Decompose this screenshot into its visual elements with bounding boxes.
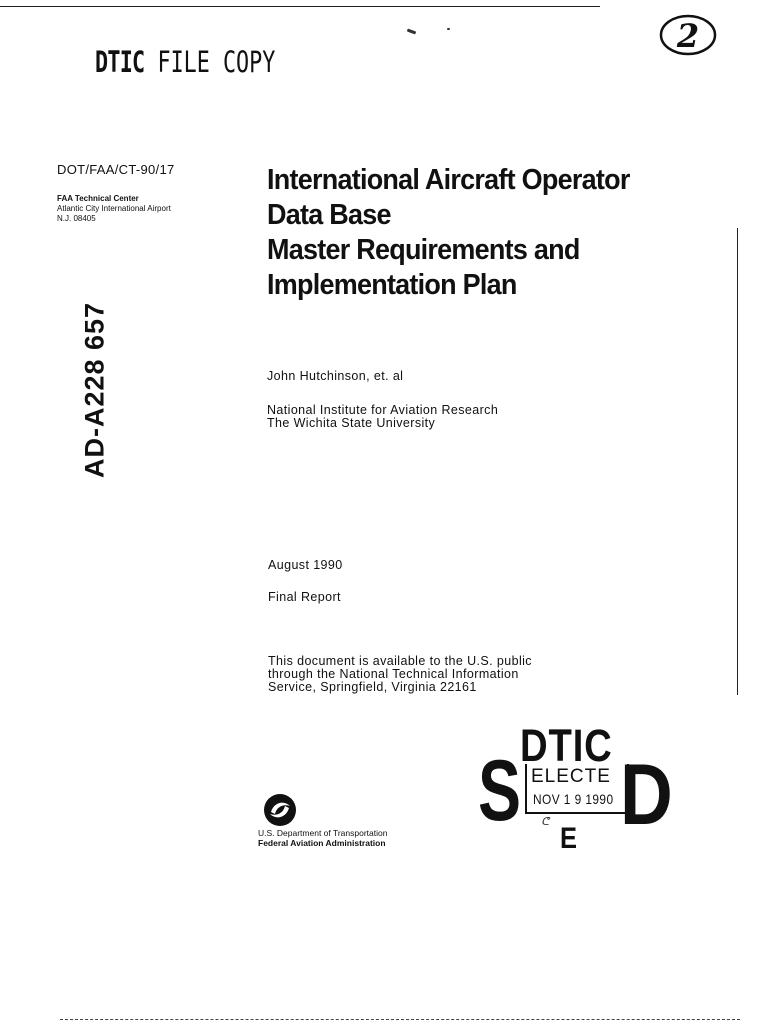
dtic-stamp-letter-e: E	[560, 822, 578, 855]
right-margin-line	[737, 228, 738, 695]
ad-accession-number: AD-A228 657	[79, 301, 110, 479]
availability-statement	[268, 655, 532, 694]
dtic-stamp-date: NOV 1 9 1990	[533, 791, 614, 807]
circled-number: 2	[676, 17, 700, 55]
title-line: Master Requirements and	[267, 234, 580, 266]
title-line: Data Base	[267, 199, 391, 231]
dtic-file-copy-stamp	[95, 45, 275, 79]
technical-center-block	[57, 194, 171, 224]
title-line: International Aircraft Operator	[267, 164, 630, 196]
top-rule	[0, 6, 600, 7]
title-line: Implementation Plan	[267, 269, 517, 301]
institution-line-2: The Wichita State University	[267, 416, 436, 430]
dtic-stamp-letter-d: D	[620, 747, 673, 843]
dtic-stamp-title: DTIC	[520, 720, 613, 771]
availability-line-2: through the National Technical Information	[268, 667, 519, 681]
bottom-rule	[60, 1019, 740, 1020]
dot-caption	[258, 828, 387, 848]
copy-stamp-file-copy: FILE COPY	[157, 45, 276, 79]
institution-block	[267, 404, 498, 430]
dot-emblem-icon	[262, 792, 298, 828]
availability-line-3: Service, Springfield, Virginia 22161	[268, 680, 477, 694]
department-name: U.S. Department of Transportation	[258, 828, 388, 838]
scan-speck	[407, 29, 416, 35]
scan-speck	[447, 28, 450, 30]
report-title	[267, 163, 630, 303]
dot-logo	[262, 792, 298, 828]
center-address-line-2: N.J. 08405	[57, 214, 96, 223]
institution-line-1: National Institute for Aviation Research	[267, 403, 499, 417]
center-address-line-1: Atlantic City International Airport	[57, 204, 171, 213]
dtic-stamp-letter-s: S	[478, 743, 522, 839]
stamp-mark-icon: ᕦ	[541, 816, 550, 828]
report-date: August 1990	[268, 558, 343, 572]
copy-stamp-dtic: DTIC	[95, 45, 145, 79]
report-number: DOT/FAA/CT-90/17	[57, 162, 175, 177]
circle-mark-icon	[658, 12, 718, 58]
circled-number-mark	[658, 12, 718, 58]
report-type: Final Report	[268, 590, 341, 604]
administration-name: Federal Aviation Administration	[258, 838, 386, 848]
center-name: FAA Technical Center	[57, 194, 139, 203]
availability-line-1: This document is available to the U.S. public	[268, 654, 532, 668]
dtic-stamp-electe: ELECTE	[531, 766, 611, 787]
author: John Hutchinson, et. al	[267, 369, 404, 383]
